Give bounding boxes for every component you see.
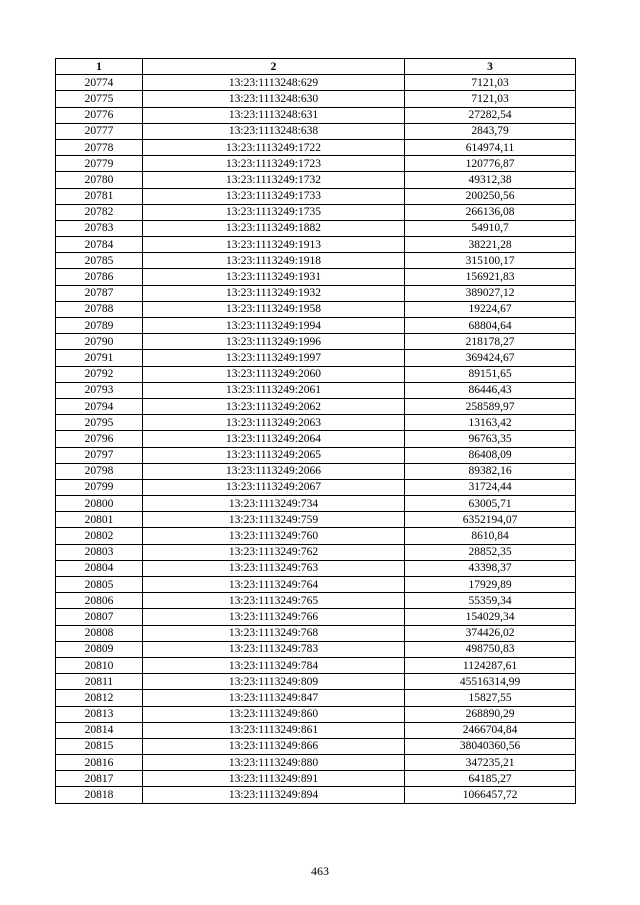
value-cell: 347235,21 xyxy=(405,755,576,771)
value-cell: 86408,09 xyxy=(405,447,576,463)
table-row xyxy=(56,479,576,495)
cadastral-number-cell: 13:23:1113249:2060 xyxy=(143,366,405,382)
cadastral-number-cell: 13:23:1113249:1732 xyxy=(143,172,405,188)
value-cell: 266136,08 xyxy=(405,204,576,220)
cadastral-number-cell: 13:23:1113249:2061 xyxy=(143,382,405,398)
row-number-cell: 20794 xyxy=(56,398,143,414)
row-number-cell: 20784 xyxy=(56,237,143,253)
page-number: 463 xyxy=(311,864,329,878)
row-number-cell: 20785 xyxy=(56,253,143,269)
cadastral-number-cell: 13:23:1113249:1997 xyxy=(143,350,405,366)
cadastral-number-cell: 13:23:1113249:784 xyxy=(143,657,405,673)
row-number-cell: 20809 xyxy=(56,641,143,657)
cadastral-number-cell: 13:23:1113249:765 xyxy=(143,593,405,609)
row-number-cell: 20782 xyxy=(56,204,143,220)
row-number-cell: 20815 xyxy=(56,738,143,754)
row-number-cell: 20808 xyxy=(56,625,143,641)
cadastral-number-cell: 13:23:1113249:861 xyxy=(143,722,405,738)
table-row xyxy=(56,722,576,738)
cadastral-number-cell: 13:23:1113249:2064 xyxy=(143,431,405,447)
row-number-cell: 20813 xyxy=(56,706,143,722)
row-number-cell: 20812 xyxy=(56,690,143,706)
table-row xyxy=(56,301,576,317)
row-number-cell: 20781 xyxy=(56,188,143,204)
value-cell: 2843,79 xyxy=(405,123,576,139)
cadastral-number-cell: 13:23:1113249:2065 xyxy=(143,447,405,463)
cadastral-number-cell: 13:23:1113249:1913 xyxy=(143,237,405,253)
row-number-cell: 20776 xyxy=(56,107,143,123)
value-cell: 89151,65 xyxy=(405,366,576,382)
table-row xyxy=(56,253,576,269)
row-number-cell: 20795 xyxy=(56,415,143,431)
column-header-3: 3 xyxy=(405,59,576,75)
table-row xyxy=(56,593,576,609)
cadastral-number-cell: 13:23:1113249:847 xyxy=(143,690,405,706)
value-cell: 38221,28 xyxy=(405,237,576,253)
value-cell: 2466704,84 xyxy=(405,722,576,738)
cadastral-number-cell: 13:23:1113249:764 xyxy=(143,577,405,593)
table-row xyxy=(56,188,576,204)
row-number-cell: 20777 xyxy=(56,123,143,139)
cadastral-number-cell: 13:23:1113249:1723 xyxy=(143,156,405,172)
value-cell: 27282,54 xyxy=(405,107,576,123)
value-cell: 89382,16 xyxy=(405,463,576,479)
table-row xyxy=(56,382,576,398)
cadastral-number-cell: 13:23:1113249:2063 xyxy=(143,415,405,431)
value-cell: 68804,64 xyxy=(405,318,576,334)
cadastral-number-cell: 13:23:1113248:631 xyxy=(143,107,405,123)
cadastral-number-cell: 13:23:1113249:734 xyxy=(143,496,405,512)
value-cell: 6352194,07 xyxy=(405,512,576,528)
value-cell: 374426,02 xyxy=(405,625,576,641)
table-row xyxy=(56,285,576,301)
value-cell: 315100,17 xyxy=(405,253,576,269)
data-table xyxy=(55,58,576,804)
row-number-cell: 20789 xyxy=(56,318,143,334)
value-cell: 86446,43 xyxy=(405,382,576,398)
table-row xyxy=(56,237,576,253)
value-cell: 31724,44 xyxy=(405,479,576,495)
row-number-cell: 20816 xyxy=(56,755,143,771)
table-row xyxy=(56,107,576,123)
cadastral-number-cell: 13:23:1113249:768 xyxy=(143,625,405,641)
value-cell: 7121,03 xyxy=(405,91,576,107)
cadastral-number-cell: 13:23:1113248:630 xyxy=(143,91,405,107)
table-row xyxy=(56,431,576,447)
value-cell: 369424,67 xyxy=(405,350,576,366)
row-number-cell: 20818 xyxy=(56,787,143,803)
value-cell: 38040360,56 xyxy=(405,738,576,754)
cadastral-number-cell: 13:23:1113249:1733 xyxy=(143,188,405,204)
cadastral-number-cell: 13:23:1113249:1958 xyxy=(143,301,405,317)
cadastral-number-cell: 13:23:1113249:860 xyxy=(143,706,405,722)
value-cell: 8610,84 xyxy=(405,528,576,544)
value-cell: 120776,87 xyxy=(405,156,576,172)
row-number-cell: 20798 xyxy=(56,463,143,479)
row-number-cell: 20797 xyxy=(56,447,143,463)
value-cell: 7121,03 xyxy=(405,75,576,91)
value-cell: 156921,83 xyxy=(405,269,576,285)
row-number-cell: 20801 xyxy=(56,512,143,528)
table-row xyxy=(56,690,576,706)
cadastral-number-cell: 13:23:1113249:763 xyxy=(143,560,405,576)
cadastral-number-cell: 13:23:1113248:638 xyxy=(143,123,405,139)
value-cell: 54910,7 xyxy=(405,220,576,236)
value-cell: 43398,37 xyxy=(405,560,576,576)
table-row xyxy=(56,172,576,188)
table-row xyxy=(56,560,576,576)
row-number-cell: 20810 xyxy=(56,657,143,673)
value-cell: 13163,42 xyxy=(405,415,576,431)
table-row xyxy=(56,544,576,560)
column-header-2: 2 xyxy=(143,59,405,75)
table-row xyxy=(56,771,576,787)
cadastral-number-cell: 13:23:1113249:2067 xyxy=(143,479,405,495)
table-row xyxy=(56,123,576,139)
table-header-row xyxy=(56,59,576,75)
value-cell: 96763,35 xyxy=(405,431,576,447)
row-number-cell: 20805 xyxy=(56,577,143,593)
table-row xyxy=(56,657,576,673)
value-cell: 17929,89 xyxy=(405,577,576,593)
row-number-cell: 20814 xyxy=(56,722,143,738)
cadastral-number-cell: 13:23:1113249:762 xyxy=(143,544,405,560)
table-row xyxy=(56,463,576,479)
cadastral-number-cell: 13:23:1113248:629 xyxy=(143,75,405,91)
table-row xyxy=(56,625,576,641)
cadastral-number-cell: 13:23:1113249:1735 xyxy=(143,204,405,220)
value-cell: 28852,35 xyxy=(405,544,576,560)
row-number-cell: 20811 xyxy=(56,674,143,690)
value-cell: 498750,83 xyxy=(405,641,576,657)
cadastral-number-cell: 13:23:1113249:760 xyxy=(143,528,405,544)
cadastral-number-cell: 13:23:1113249:1882 xyxy=(143,220,405,236)
row-number-cell: 20775 xyxy=(56,91,143,107)
row-number-cell: 20780 xyxy=(56,172,143,188)
value-cell: 258589,97 xyxy=(405,398,576,414)
cadastral-number-cell: 13:23:1113249:783 xyxy=(143,641,405,657)
table-row xyxy=(56,269,576,285)
row-number-cell: 20783 xyxy=(56,220,143,236)
value-cell: 1066457,72 xyxy=(405,787,576,803)
row-number-cell: 20803 xyxy=(56,544,143,560)
table-row xyxy=(56,156,576,172)
cadastral-number-cell: 13:23:1113249:1931 xyxy=(143,269,405,285)
cadastral-number-cell: 13:23:1113249:1918 xyxy=(143,253,405,269)
cadastral-number-cell: 13:23:1113249:866 xyxy=(143,738,405,754)
value-cell: 64185,27 xyxy=(405,771,576,787)
row-number-cell: 20800 xyxy=(56,496,143,512)
row-number-cell: 20799 xyxy=(56,479,143,495)
row-number-cell: 20787 xyxy=(56,285,143,301)
value-cell: 389027,12 xyxy=(405,285,576,301)
value-cell: 63005,71 xyxy=(405,496,576,512)
cadastral-number-cell: 13:23:1113249:1722 xyxy=(143,139,405,155)
cadastral-number-cell: 13:23:1113249:759 xyxy=(143,512,405,528)
cadastral-number-cell: 13:23:1113249:1994 xyxy=(143,318,405,334)
value-cell: 614974,11 xyxy=(405,139,576,155)
cadastral-number-cell: 13:23:1113249:2066 xyxy=(143,463,405,479)
table-row xyxy=(56,706,576,722)
table-row xyxy=(56,220,576,236)
value-cell: 154029,34 xyxy=(405,609,576,625)
value-cell: 268890,29 xyxy=(405,706,576,722)
value-cell: 15827,55 xyxy=(405,690,576,706)
row-number-cell: 20774 xyxy=(56,75,143,91)
table-row xyxy=(56,787,576,803)
table-row xyxy=(56,334,576,350)
table-row xyxy=(56,139,576,155)
table-row xyxy=(56,738,576,754)
table-row xyxy=(56,75,576,91)
cadastral-number-cell: 13:23:1113249:2062 xyxy=(143,398,405,414)
value-cell: 55359,34 xyxy=(405,593,576,609)
cadastral-number-cell: 13:23:1113249:1996 xyxy=(143,334,405,350)
value-cell: 218178,27 xyxy=(405,334,576,350)
cadastral-number-cell: 13:23:1113249:880 xyxy=(143,755,405,771)
row-number-cell: 20806 xyxy=(56,593,143,609)
table-row xyxy=(56,447,576,463)
table-row xyxy=(56,398,576,414)
table-row xyxy=(56,204,576,220)
table-row xyxy=(56,609,576,625)
cadastral-number-cell: 13:23:1113249:766 xyxy=(143,609,405,625)
table-body xyxy=(56,75,576,803)
table-row xyxy=(56,366,576,382)
row-number-cell: 20791 xyxy=(56,350,143,366)
row-number-cell: 20790 xyxy=(56,334,143,350)
table-row xyxy=(56,641,576,657)
table-row xyxy=(56,512,576,528)
row-number-cell: 20804 xyxy=(56,560,143,576)
table-row xyxy=(56,577,576,593)
table-row xyxy=(56,318,576,334)
value-cell: 19224,67 xyxy=(405,301,576,317)
table-row xyxy=(56,496,576,512)
value-cell: 45516314,99 xyxy=(405,674,576,690)
table-row xyxy=(56,755,576,771)
value-cell: 1124287,61 xyxy=(405,657,576,673)
row-number-cell: 20793 xyxy=(56,382,143,398)
row-number-cell: 20779 xyxy=(56,156,143,172)
cadastral-number-cell: 13:23:1113249:891 xyxy=(143,771,405,787)
cadastral-number-cell: 13:23:1113249:894 xyxy=(143,787,405,803)
table-row xyxy=(56,350,576,366)
value-cell: 200250,56 xyxy=(405,188,576,204)
row-number-cell: 20807 xyxy=(56,609,143,625)
table-row xyxy=(56,415,576,431)
row-number-cell: 20802 xyxy=(56,528,143,544)
table-row xyxy=(56,91,576,107)
value-cell: 49312,38 xyxy=(405,172,576,188)
column-header-1: 1 xyxy=(56,59,143,75)
row-number-cell: 20786 xyxy=(56,269,143,285)
row-number-cell: 20817 xyxy=(56,771,143,787)
row-number-cell: 20788 xyxy=(56,301,143,317)
row-number-cell: 20796 xyxy=(56,431,143,447)
table-row xyxy=(56,674,576,690)
row-number-cell: 20792 xyxy=(56,366,143,382)
row-number-cell: 20778 xyxy=(56,139,143,155)
cadastral-number-cell: 13:23:1113249:809 xyxy=(143,674,405,690)
table-row xyxy=(56,528,576,544)
cadastral-number-cell: 13:23:1113249:1932 xyxy=(143,285,405,301)
